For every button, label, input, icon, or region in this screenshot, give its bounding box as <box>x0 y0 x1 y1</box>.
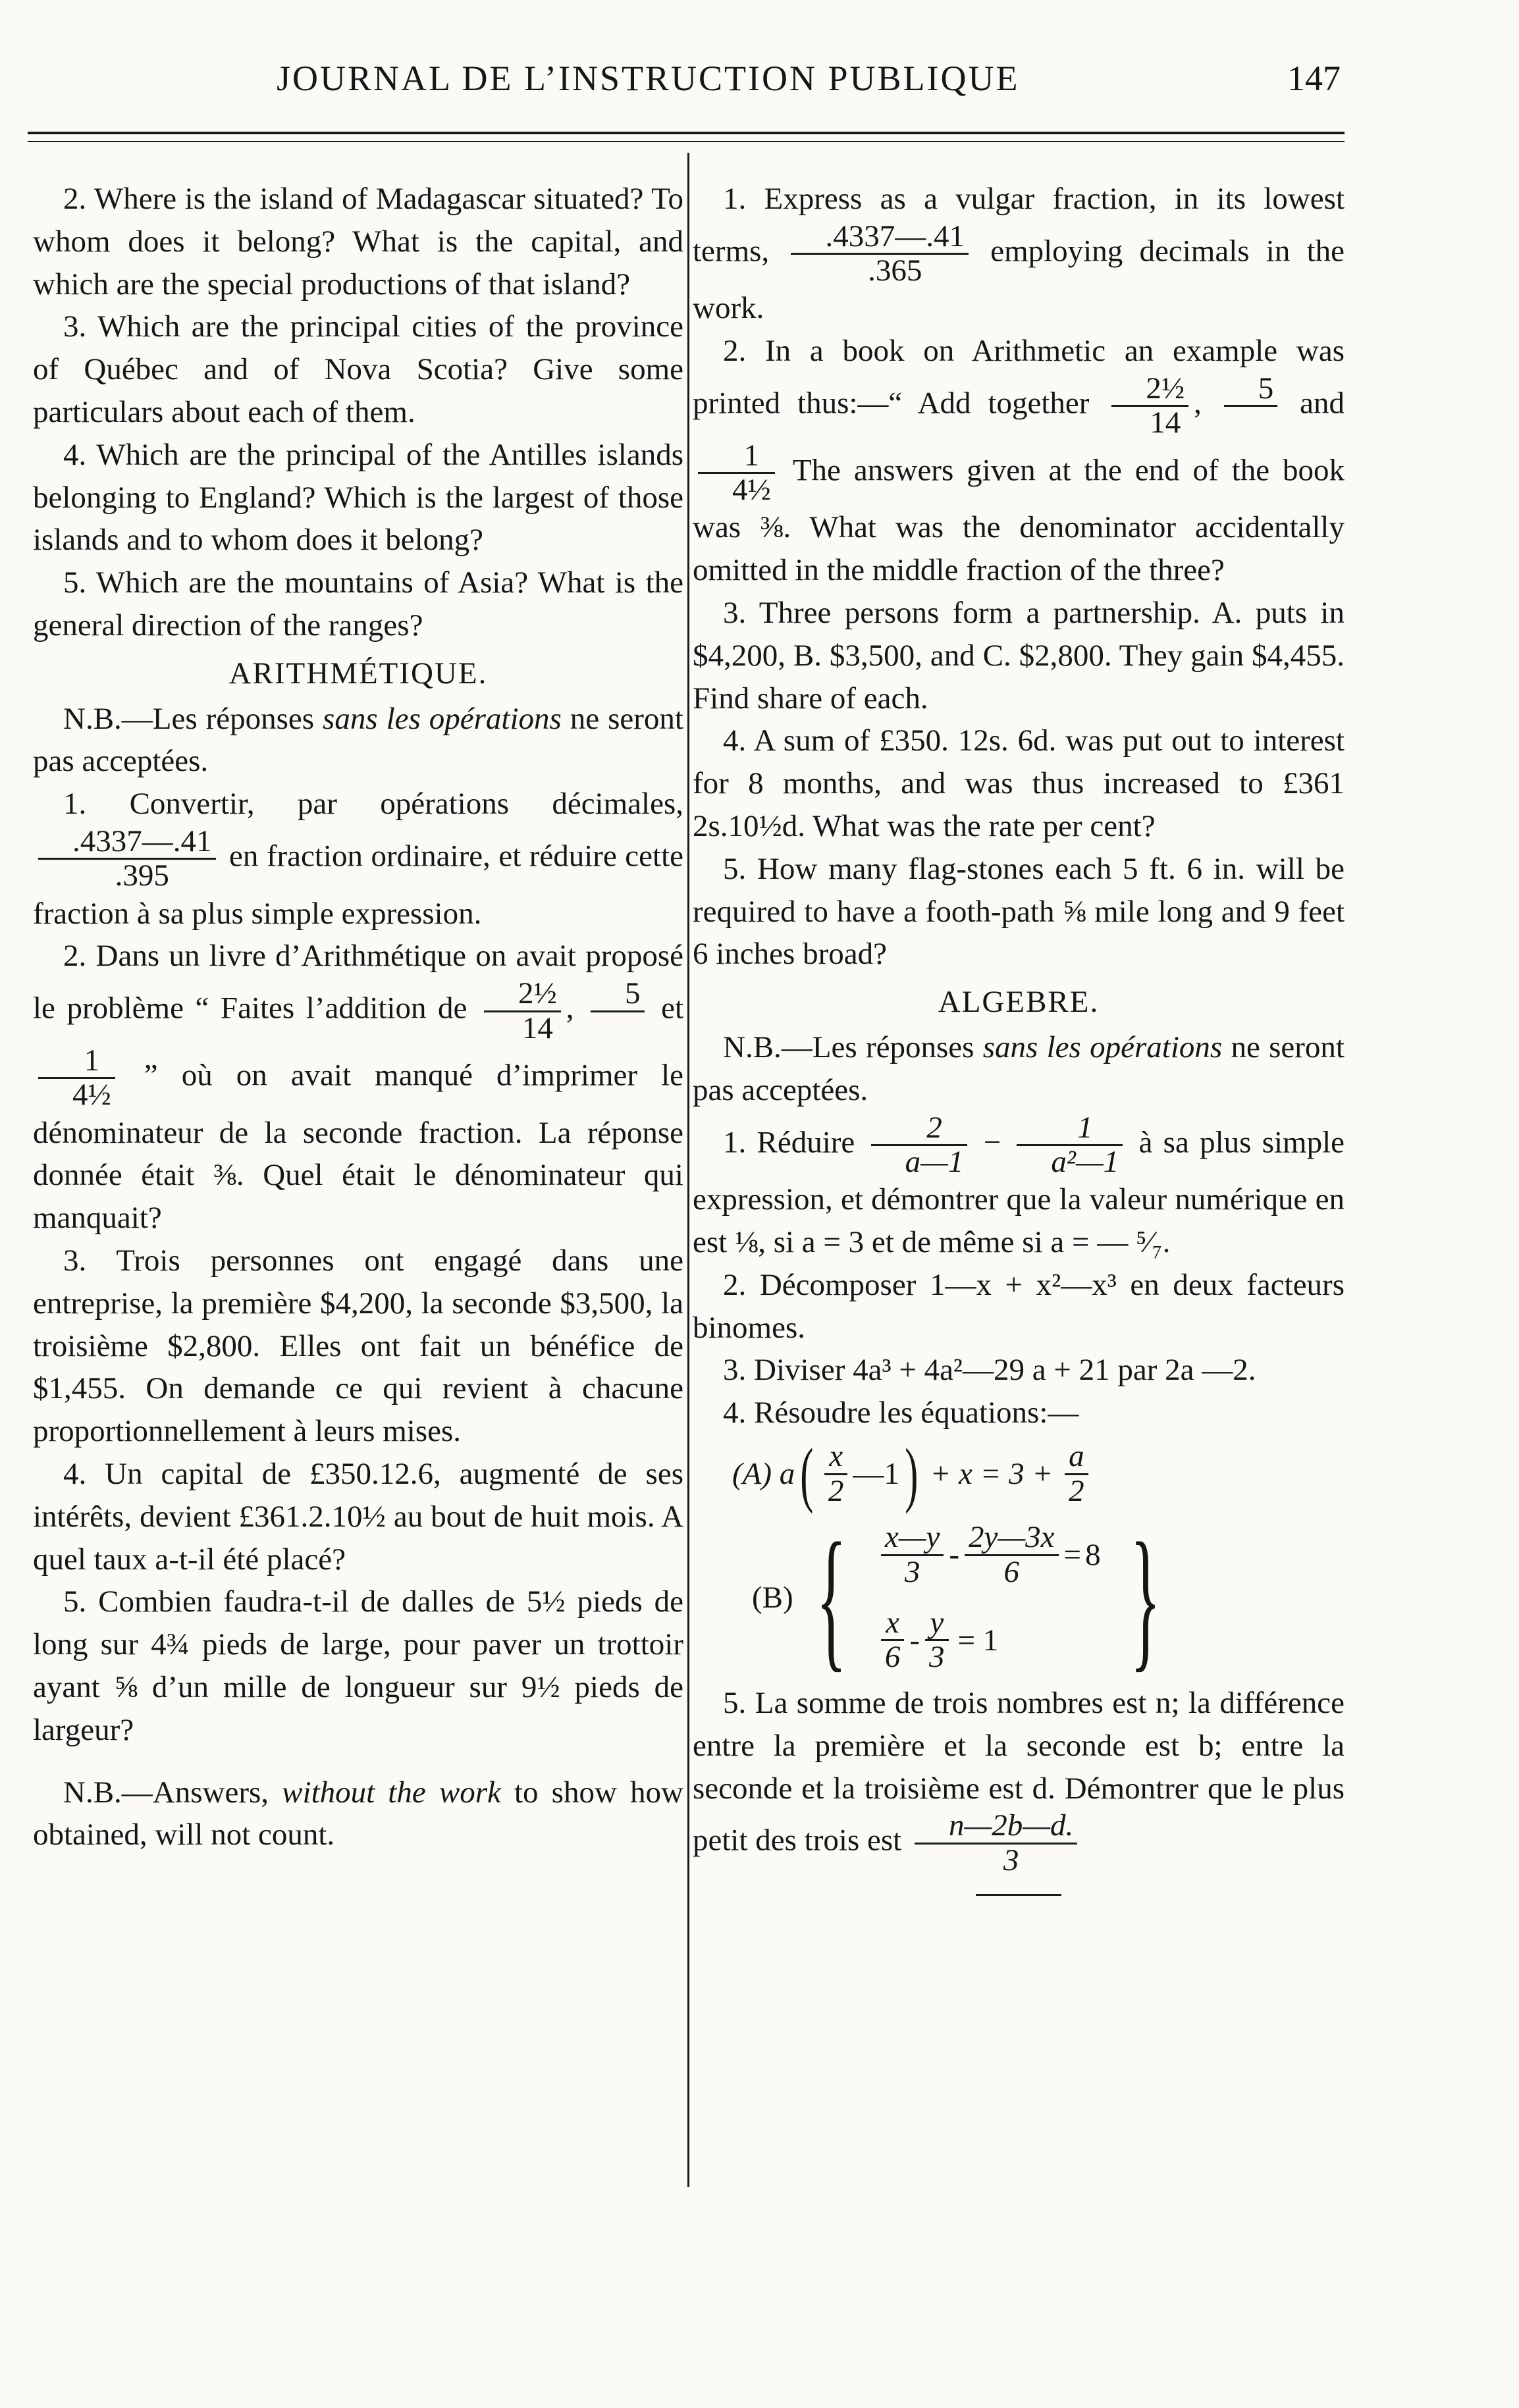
question-text: ” où on avait manqué d’imprimer le dénominateur de la seconde fraction. La réponse donnée était ⅜. Quel était le dénominateur qui manquait? <box>33 1058 683 1236</box>
numerator: 5 <box>1224 373 1278 407</box>
geo-question-2: 2. Where is the island of Madagascar situated? To whom does it belong? What is the capital, and which are the special productions of that island? <box>33 182 683 301</box>
question-text: en fraction ordinaire, et réduire cette fraction à sa plus simple expression. <box>33 839 683 931</box>
nb-text-end: ne seront pas acceptées. <box>33 701 683 779</box>
numerator: 2½ <box>484 978 561 1012</box>
fraction <box>881 1607 905 1674</box>
nb-note-en <box>33 1771 683 1857</box>
geo-question-4: 4. Which are the principal of the Antilles islands belonging to England? Which is the largest of those islands and to whom does it belong? <box>33 437 683 558</box>
running-header <box>0 58 1519 117</box>
exercise-5: 5. How many flag-stones each 5 ft. 6 in. will be required to have a footh-path ⅝ mile long and 9 feet 6 inches broad? <box>693 851 1345 972</box>
denominator: a²—1 <box>1051 1144 1119 1179</box>
fraction-missing-denominator <box>1224 373 1278 440</box>
algebra-question-3: 3. Diviser 4a³ + 4a²—29 a + 21 par 2a —2. <box>723 1353 1256 1388</box>
question-text: The answers given at the end of the book was ⅜. What was the denominator accidentally omitted in the middle fraction of the three? <box>693 453 1345 588</box>
fraction <box>1111 373 1188 440</box>
nb-text-end: ne seront pas acceptées. <box>693 1030 1345 1107</box>
numerator: 1 <box>1017 1112 1123 1146</box>
denominator: 2 <box>828 1473 844 1508</box>
denominator: 14 <box>521 1010 553 1045</box>
question-text: 1. Convertir, par opérations décimales, <box>63 787 683 822</box>
fraction <box>915 1810 1077 1877</box>
nb-text: N.B.—Answers, <box>63 1775 282 1810</box>
word-and: and <box>1300 386 1345 421</box>
fraction <box>791 221 969 288</box>
operator: - <box>949 1537 960 1572</box>
algebra-question-5 <box>693 1682 1345 1877</box>
equation-a <box>693 1434 1345 1513</box>
numerator: y <box>925 1607 949 1641</box>
left-paren: ( <box>800 1434 814 1515</box>
denominator: 6 <box>1003 1554 1020 1589</box>
nb-italic: sans les opérations <box>982 1030 1223 1065</box>
operator: - <box>909 1623 920 1658</box>
numerator: 1 <box>698 440 775 474</box>
fraction <box>965 1521 1059 1588</box>
minus-one: —1 <box>853 1456 899 1491</box>
exercise-2: 2. In a book on Arithmetic an example was printed thus:—“ Add together $\frac{\text{2½}}{14}$ , 5 and $\frac{1}{\text{4½}}$ The answers given at the end of the book was ⅜. What was the denominator accidentally omitted in the middle fraction of the three? <box>693 334 1345 588</box>
denominator: a—1 <box>905 1144 964 1179</box>
header-rule-thin <box>28 141 1345 142</box>
right-column <box>693 178 1345 1896</box>
nb-text-end: to show how obtained, will not count. <box>33 1775 683 1852</box>
fraction <box>1017 1112 1123 1179</box>
geo-question-5: 5. Which are the mountains of Asia? What is the general direction of the ranges? <box>33 565 683 642</box>
exercise-4: 4. A sum of £350. 12s. 6d. was put out to interest for 8 months, and was thus increased to £361 2s.10½d. What was the rate per cent? <box>693 723 1345 844</box>
left-column <box>33 178 683 1856</box>
denominator: .395 <box>115 858 169 893</box>
fraction <box>698 440 775 507</box>
arith-question-1 <box>33 783 683 935</box>
minus-sign: − <box>983 1125 1001 1160</box>
denominator: 4½ <box>732 473 771 508</box>
question-text: 1. Express as a vulgar fraction, in its lowest terms, <box>693 182 1345 269</box>
geo-question-3: 3. Which are the principal cities of the province of Québec and of Nova Scotia? Give some particulars about each of them. <box>33 309 683 429</box>
column-divider <box>687 153 689 2187</box>
algebra-question-2: 2. Décomposer 1—x + x²—x³ en deux facteurs binomes. <box>693 1267 1345 1345</box>
closing-rule <box>976 1894 1061 1896</box>
numerator: x <box>881 1607 905 1641</box>
equation-label: (B) <box>752 1580 793 1615</box>
fraction <box>871 1112 968 1179</box>
result: 8 <box>1085 1537 1101 1572</box>
algebra-question-4: 4. Résoudre les équations:— <box>723 1396 1079 1430</box>
question-text: employing decimals in the work. <box>693 234 1345 326</box>
numerator: .4337—.41 <box>38 825 216 860</box>
arith-question-5: 5. Combien faudra-t-il de dalles de 5½ pieds de long sur 4¾ pieds de large, pour paver un trottoir ayant ⅝ d’un mille de longueur sur 9½ pieds de largeur? <box>33 1584 683 1747</box>
question-text: 1. Réduire <box>723 1125 855 1160</box>
numerator: 2y—3x <box>965 1521 1059 1556</box>
arithmetique-heading: ARITHMÉTIQUE. <box>228 656 488 691</box>
system-lines <box>869 1521 1107 1673</box>
numerator: n—2b—d. <box>915 1810 1077 1844</box>
left-brace: { <box>816 1510 847 1686</box>
numerator: x—y <box>881 1521 944 1556</box>
nb-text: N.B.—Les réponses <box>723 1030 983 1065</box>
equation-system <box>793 1510 1183 1686</box>
question-text: 2. In a book on Arithmetic an example was printed thus:—“ Add together <box>693 334 1345 421</box>
denominator: 14 <box>1150 406 1181 440</box>
equation-label: (A) a <box>732 1456 795 1491</box>
arith-question-4: 4. Un capital de £350.12.6, augmenté de ses intérêts, devient £361.2.10½ au bout de huit mois. A quel taux a-t-il été placé? <box>33 1456 683 1577</box>
denominator-blank <box>591 1012 645 1045</box>
result: = 1 <box>957 1623 999 1658</box>
fraction-missing-denominator <box>591 978 645 1045</box>
numerator: 1 <box>38 1045 115 1079</box>
fraction <box>38 825 216 893</box>
header-rule-thick <box>28 132 1345 134</box>
question-text: à sa plus simple expression, et démontrer que la valeur numérique en est ⅛, si a = 3 et de même si a = — ⁵⁄₇. <box>693 1125 1345 1260</box>
question-text: 5. La somme de trois nombres est n; la différence entre la première et la seconde est b; entre la seconde et la troisième est d. Démontrer que le plus petit des trois est <box>693 1686 1345 1858</box>
page-number: 147 <box>1287 59 1341 98</box>
numerator: 5 <box>591 978 645 1012</box>
exercise-3: 3. Three persons form a partnership. A. puts in $4,200, B. $3,500, and C. $2,800. They gain $4,455. Find share of each. <box>693 596 1345 716</box>
numerator: x <box>824 1440 848 1475</box>
denominator: 4½ <box>72 1078 111 1112</box>
exercise-1 <box>693 178 1345 330</box>
fraction <box>1065 1440 1088 1507</box>
right-paren: ) <box>905 1434 919 1515</box>
equation-middle: + x = 3 + <box>930 1456 1053 1491</box>
equals-sign: = <box>1063 1537 1082 1572</box>
question-text: 2. Dans un livre d’Arithmétique on avait proposé le problème “ Faites l’addition de <box>33 939 683 1026</box>
right-brace: } <box>1130 1510 1161 1686</box>
arith-question-3: 3. Trois personnes ont engagé dans une entreprise, la première $4,200, la seconde $3,500, la troisième $2,800. Elles ont fait un bénéfice de $1,455. On demande ce qui revient à chacune proportionnellement à leurs mises. <box>33 1243 683 1449</box>
arith-question-2: 2. Dans un livre d’Arithmétique on avait proposé le problème “ Faites l’addition de $\frac{\text{2½}}{14}$ , 5 et $\frac{1}{\text{4½}}$ ” où on avait manqué d’imprimer le dénominateur de la seconde fraction. La réponse donnée était ⅜. Quel était le dénominateur qui manquait? <box>33 939 684 1236</box>
nb-italic: without the work <box>282 1775 501 1810</box>
word-et: et <box>661 991 684 1026</box>
numerator: a <box>1065 1440 1088 1475</box>
journal-title: JOURNAL DE L’INSTRUCTION PUBLIQUE <box>277 59 1020 98</box>
nb-note-fr <box>33 698 683 783</box>
nb-text: N.B.—Les réponses <box>63 701 323 736</box>
fraction <box>925 1607 949 1674</box>
denominator: 2 <box>1069 1473 1084 1508</box>
algebra-question-1 <box>693 1112 1345 1264</box>
nb-note-fr <box>693 1026 1345 1112</box>
denominator: 6 <box>884 1640 901 1675</box>
denominator: 3 <box>904 1554 920 1589</box>
numerator: 2½ <box>1111 373 1188 407</box>
algebre-heading: ALGEBRE. <box>938 985 1100 1020</box>
numerator: 2 <box>871 1112 968 1146</box>
numerator: .4337—.41 <box>791 221 969 255</box>
denominator-blank <box>1224 407 1278 439</box>
denominator: 3 <box>929 1640 945 1675</box>
denominator: .365 <box>868 253 922 288</box>
fraction <box>38 1045 115 1112</box>
nb-italic: sans les opérations <box>323 701 562 736</box>
system-line-2 <box>876 1607 1101 1674</box>
system-line-1 <box>876 1521 1101 1588</box>
denominator: 3 <box>1003 1843 1019 1877</box>
fraction <box>824 1440 848 1507</box>
fraction <box>484 978 561 1045</box>
fraction <box>881 1521 944 1588</box>
equation-b <box>693 1510 1345 1686</box>
